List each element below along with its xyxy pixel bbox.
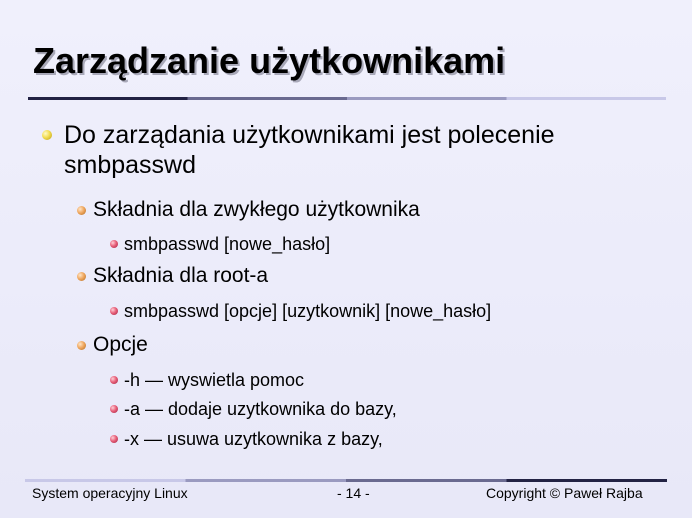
bullet-level3-icon bbox=[110, 376, 118, 384]
slide-title: Zarządzanie użytkownikami bbox=[33, 40, 506, 81]
bullet-level3-icon bbox=[110, 240, 118, 248]
bullet-text-level3: -a — dodaje uzytkownika do bazy, bbox=[124, 399, 397, 419]
bullet-level2-icon bbox=[77, 272, 86, 281]
footer-divider bbox=[25, 479, 667, 482]
bullet-level1-icon bbox=[42, 130, 52, 140]
bullet-text-level2: Składnia dla root-a bbox=[93, 264, 269, 287]
bullet-level3-icon bbox=[110, 435, 118, 443]
footer-copyright: Copyright © Paweł Rajba bbox=[486, 485, 643, 501]
bullet-level2-icon bbox=[77, 206, 86, 215]
title-divider bbox=[28, 97, 666, 100]
page-number: - 14 - bbox=[337, 485, 370, 501]
bullet-text-level2: Składnia dla zwykłego użytkownika bbox=[93, 198, 420, 221]
bullet-text-level3: -h — wyswietla pomoc bbox=[124, 370, 305, 390]
bullet-level2-icon bbox=[77, 341, 86, 350]
bullet-text-level3: smbpasswd [nowe_hasło] bbox=[124, 234, 331, 254]
bullet-level3-icon bbox=[110, 405, 118, 413]
bullet-text-level2: Opcje bbox=[93, 333, 148, 356]
bullet-text-line: smbpasswd bbox=[64, 151, 196, 179]
bullet-text-level1 bbox=[64, 120, 555, 180]
bullet-text-line: Do zarządania użytkownikami jest polecenie bbox=[64, 121, 555, 149]
footer-left-text: System operacyjny Linux bbox=[32, 485, 188, 501]
bullet-text-level3: -x — usuwa uzytkownika z bazy, bbox=[124, 429, 383, 449]
bullet-level3-icon bbox=[110, 307, 118, 315]
bullet-text-level3: smbpasswd [opcje] [uzytkownik] [nowe_hasło] bbox=[124, 301, 492, 321]
